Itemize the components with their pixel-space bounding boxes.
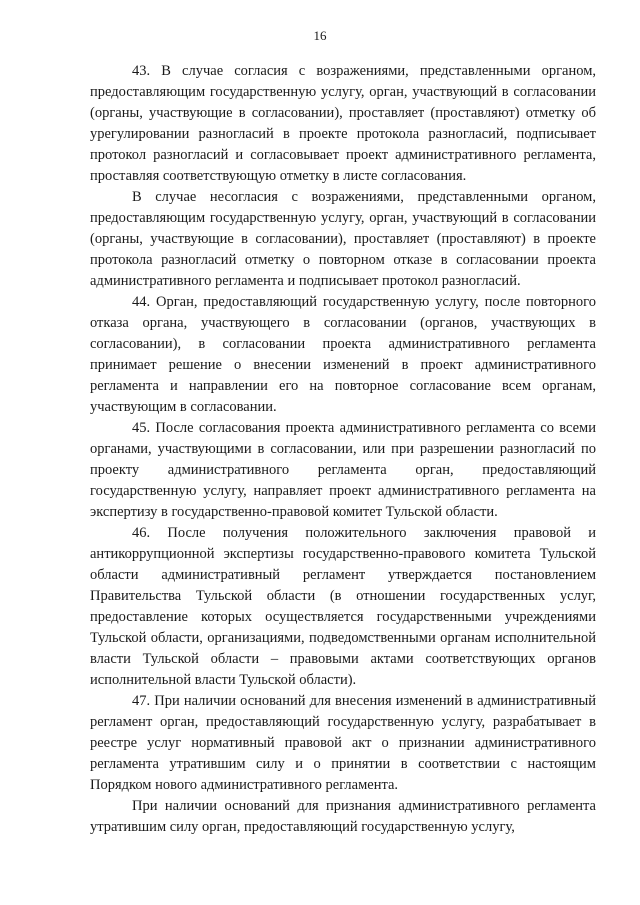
paragraph-43-disagreement: В случае несогласия с возражениями, представленными органом, предоставляющим государственную услугу, орган, участвующий в согласовании (органы, участвующие в согласовании), проставляет (проставляют) в проекте протокола разногласий отметку о повторном отказе в согласовании проекта административного регламента и подписывает протокол разногласий.: [90, 189, 596, 289]
paragraph-46: 46. После получения положительного заключения правовой и антикоррупционной экспертизы государственно-правового комитета Тульской области административный регламент утверждается постановлением Правительства Тульской области (в отношении государственных услуг, предоставление которых осуществляется государственными учреждениями Тульской области, организациями, подведомственными органам исполнительной власти Тульской области – правовыми актами соответствующих органов исполнительной власти Тульской области).: [90, 525, 596, 688]
paragraph-47: 47. При наличии оснований для внесения изменений в административный регламент орган, предоставляющий государственную услугу, разрабатывает в реестре услуг нормативный правовой акт о признании административного регламента утратившим силу и о принятии в соответствии с настоящим Порядком нового административного регламента.: [90, 693, 596, 793]
page-number: 16: [313, 28, 327, 43]
paragraph-47-invalidation: При наличии оснований для признания административного регламента утратившим силу орган, предоставляющий государственную услугу,: [90, 798, 596, 835]
document-body: [90, 61, 596, 838]
paragraph-43: 43. В случае согласия с возражениями, представленными органом, предоставляющим государственную услугу, орган, участвующий в согласовании (органы, участвующие в согласовании), проставляет (проставляют) отметку об урегулировании разногласий в проекте протокола разногласий, подписывает протокол разногласий и согласовывает проект административного регламента, проставляя соответствующую отметку в листе согласования.: [90, 63, 596, 184]
paragraph-44: 44. Орган, предоставляющий государственную услугу, после повторного отказа органа, участвующего в согласовании (органов, участвующих в согласовании), в согласовании проекта административного регламента принимает решение о внесении изменений в проект административного регламента и направлении его на повторное согласование всем органам, участвующим в согласовании.: [90, 294, 596, 415]
paragraph-45: 45. После согласования проекта административного регламента со всеми органами, участвующими в согласовании, или при разрешении разногласий по проекту административного регламента орган, предоставляющий государственную услугу, направляет проект административного регламента на экспертизу в государственно-правовой комитет Тульской области.: [90, 420, 596, 520]
